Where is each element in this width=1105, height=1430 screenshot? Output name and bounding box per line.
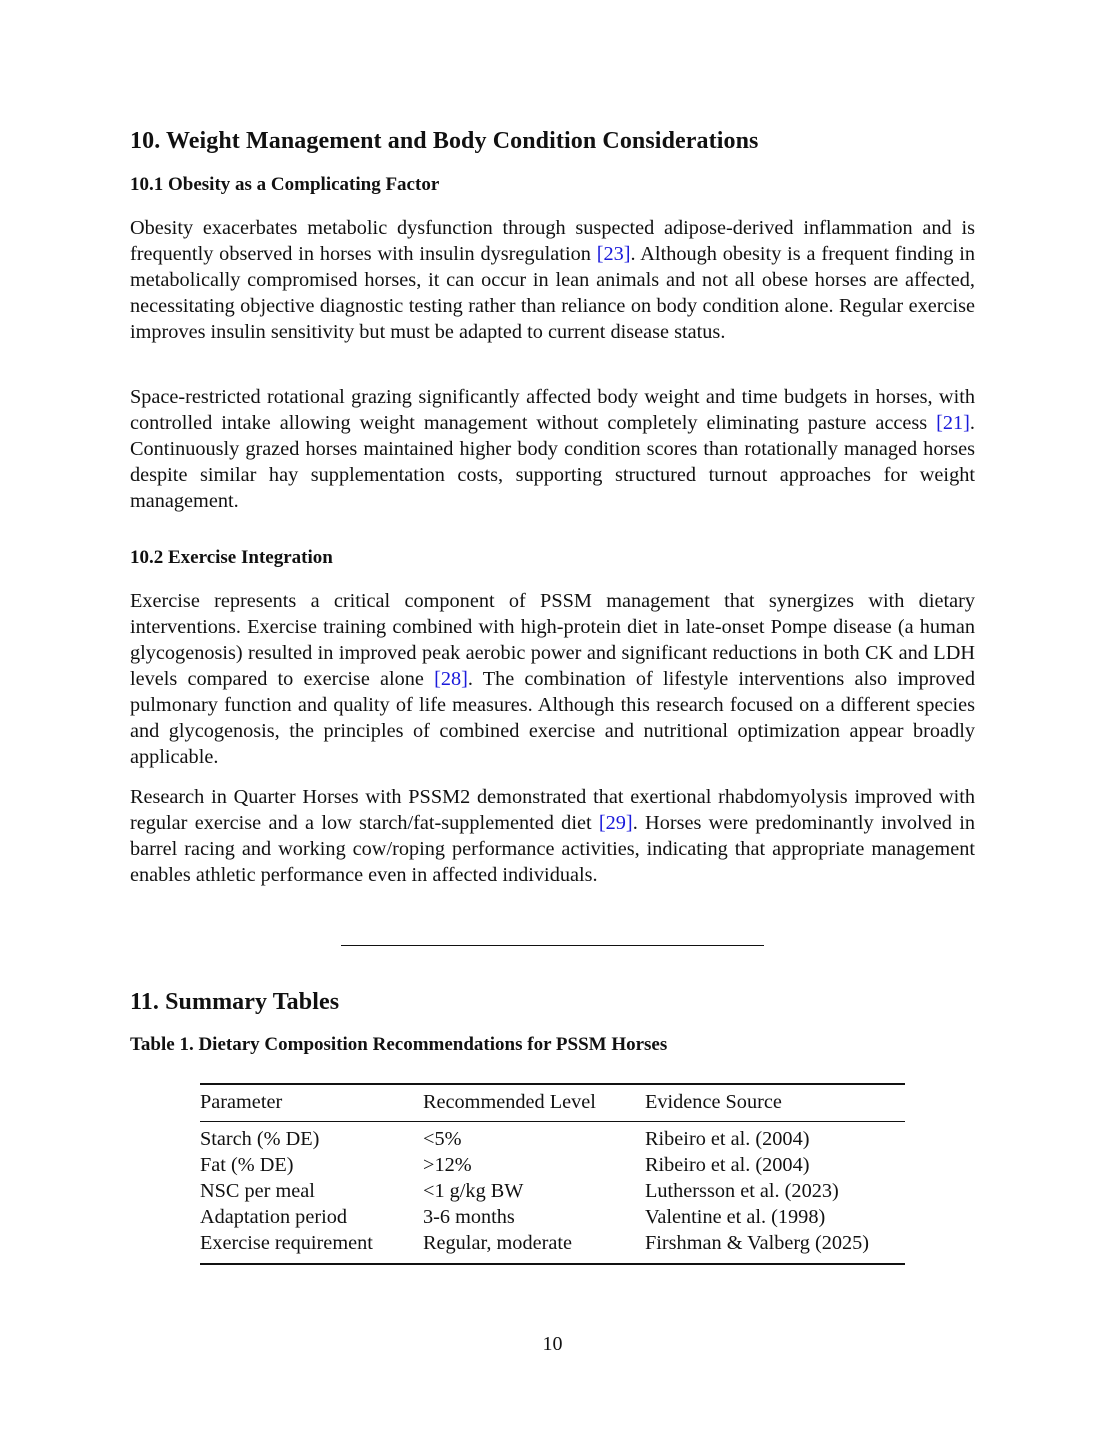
- subsection-10-1-heading: 10.1 Obesity as a Complicating Factor: [130, 174, 440, 195]
- cell-parameter: Starch (% DE): [200, 1128, 320, 1150]
- page-number: 10: [542, 1333, 563, 1355]
- cell-parameter: NSC per meal: [200, 1180, 315, 1202]
- citation-link-28[interactable]: [28]: [434, 668, 468, 690]
- citation-link-23[interactable]: [23]: [596, 243, 631, 265]
- paragraph-text: Space-restricted rotational grazing significantly affected body weight and time budgets in horses, with controlled intake allowing weight management without completely eliminating pasture access: [130, 386, 975, 434]
- paragraph-text: Research in Quarter Horses with PSSM2 demonstrated that exertional rhabdomyolysis improved with regular exercise and a low starch/fat-supplemented diet: [130, 786, 975, 834]
- citation-link-21[interactable]: [21]: [936, 412, 970, 434]
- cell-evidence-source: Ribeiro et al. (2004): [645, 1154, 810, 1176]
- table-row: [200, 1204, 905, 1230]
- section-11-heading: 11. Summary Tables: [130, 989, 340, 1015]
- column-header-parameter: Parameter: [200, 1091, 283, 1113]
- paragraph-obesity-1: [130, 215, 975, 345]
- paragraph-text: . Continuously grazed horses maintained higher body condition scores than rotationally managed horses despite similar hay supplementation costs, supporting structured turnout approaches for weight management.: [130, 412, 975, 512]
- cell-evidence-source: Luthersson et al. (2023): [645, 1180, 839, 1202]
- paragraph-exercise-2: [130, 784, 975, 888]
- paragraph-text: . Horses were predominantly involved in barrel racing and working cow/roping performance activities, indicating that appropriate management enables athletic performance even in affected individuals.: [130, 812, 975, 886]
- cell-parameter: Fat (% DE): [200, 1154, 294, 1176]
- column-header-recommended-level: Recommended Level: [423, 1091, 596, 1113]
- cell-parameter: Exercise requirement: [200, 1232, 373, 1254]
- cell-recommended-level: <5%: [423, 1128, 462, 1150]
- table-row: [200, 1152, 905, 1178]
- column-header-evidence-source: Evidence Source: [645, 1091, 782, 1113]
- paragraph-exercise-1: [130, 588, 975, 770]
- table-row: [200, 1122, 905, 1153]
- cell-parameter: Adaptation period: [200, 1206, 347, 1228]
- paragraph-obesity-2: [130, 384, 975, 514]
- table-header-row: [200, 1084, 905, 1122]
- paragraph-text: . Although obesity is a frequent finding in metabolically compromised horses, it can occur in lean animals and not all obese horses are affected, necessitating objective diagnostic testing rather than reliance on body condition alone. Regular exercise improves insulin sensitivity but must be adapted to current disease status.: [130, 243, 975, 343]
- table-1-caption: Table 1. Dietary Composition Recommendations for PSSM Horses: [130, 1034, 668, 1055]
- cell-evidence-source: Valentine et al. (1998): [645, 1206, 826, 1228]
- paragraph-text: Exercise represents a critical component of PSSM management that synergizes with dietary interventions. Exercise training combined with high-protein diet in late-onset Pompe disease (a human glycogenosis) resulted in improved peak aerobic power and significant reductions in both CK and LDH levels compared to exercise alone: [130, 590, 975, 690]
- paragraph-text: Obesity exacerbates metabolic dysfunction through suspected adipose-derived inflammation and is frequently observed in horses with insulin dysregulation: [130, 217, 975, 265]
- section-divider: [341, 945, 764, 946]
- paragraph-text: . The combination of lifestyle interventions also improved pulmonary function and quality of life measures. Although this research focused on a different species and glycogenosis, the principles of combined exercise and nutritional optimization appear broadly applicable.: [130, 668, 975, 768]
- cell-evidence-source: Ribeiro et al. (2004): [645, 1128, 810, 1150]
- cell-recommended-level: <1 g/kg BW: [423, 1180, 524, 1202]
- cell-recommended-level: 3-6 months: [423, 1206, 515, 1228]
- section-10-heading: 10. Weight Management and Body Condition Considerations: [130, 128, 759, 154]
- summary-table-1: [200, 1083, 905, 1265]
- table-row: [200, 1230, 905, 1264]
- cell-recommended-level: Regular, moderate: [423, 1232, 572, 1254]
- citation-link-29[interactable]: [29]: [598, 812, 633, 834]
- cell-evidence-source: Firshman & Valberg (2025): [645, 1232, 870, 1254]
- cell-recommended-level: >12%: [423, 1154, 472, 1176]
- subsection-10-2-heading: 10.2 Exercise Integration: [130, 547, 333, 568]
- table-row: [200, 1178, 905, 1204]
